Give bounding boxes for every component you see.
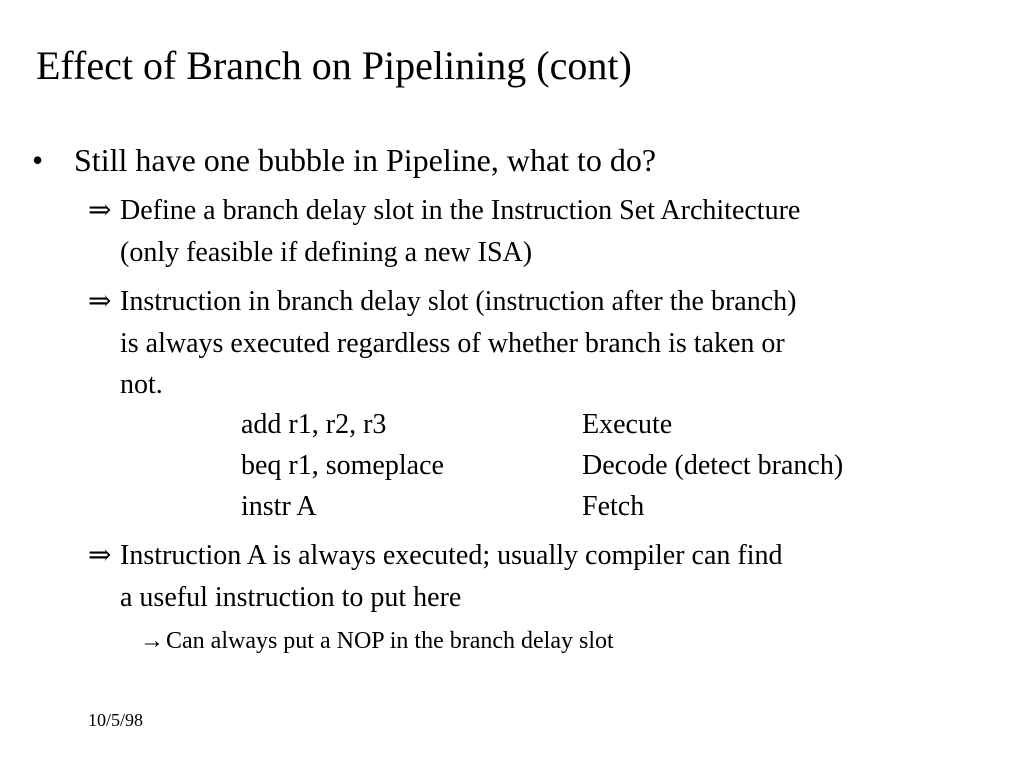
subpoint-3 (88, 535, 988, 618)
code-stage-1: Execute (582, 409, 673, 440)
subpoint-3-line-2: a useful instruction to put here (120, 581, 462, 613)
subpoint-2 (88, 281, 988, 406)
note-text: Can always put a NOP in the branch delay slot (166, 628, 614, 654)
subpoint-2-line-2: is always executed regardless of whether branch is taken or (120, 327, 785, 359)
subpoint-3-line-1: Instruction A is always executed; usually compiler can find (120, 540, 783, 571)
implies-arrow-icon: ⇒ (88, 540, 112, 571)
code-instr-2: beq r1, someplace (241, 450, 444, 481)
code-instr-1: add r1, r2, r3 (241, 409, 387, 440)
code-stage-3: Fetch (582, 491, 645, 522)
main-bullet (32, 138, 656, 182)
code-instr-3: instr A (241, 491, 317, 522)
slide-title: Effect of Branch on Pipelining (cont) (36, 43, 632, 88)
bullet-marker: • (32, 142, 44, 178)
note-item (140, 625, 614, 657)
subpoint-1 (88, 190, 988, 273)
subpoint-1-line-1: Define a branch delay slot in the Instruction Set Architecture (120, 195, 801, 226)
implies-arrow-icon: ⇒ (88, 286, 112, 317)
footer-date: 10/5/98 (88, 710, 144, 730)
subpoint-2-line-3: not. (120, 369, 163, 400)
main-bullet-text: Still have one bubble in Pipeline, what to do? (74, 142, 657, 178)
subpoint-2-line-1: Instruction in branch delay slot (instruction after the branch) (120, 286, 797, 317)
implies-arrow-icon: ⇒ (88, 195, 112, 226)
subpoint-1-line-2: (only feasible if defining a new ISA) (120, 236, 533, 268)
right-arrow-icon: → (140, 628, 164, 654)
code-stage-2: Decode (detect branch) (582, 450, 844, 481)
